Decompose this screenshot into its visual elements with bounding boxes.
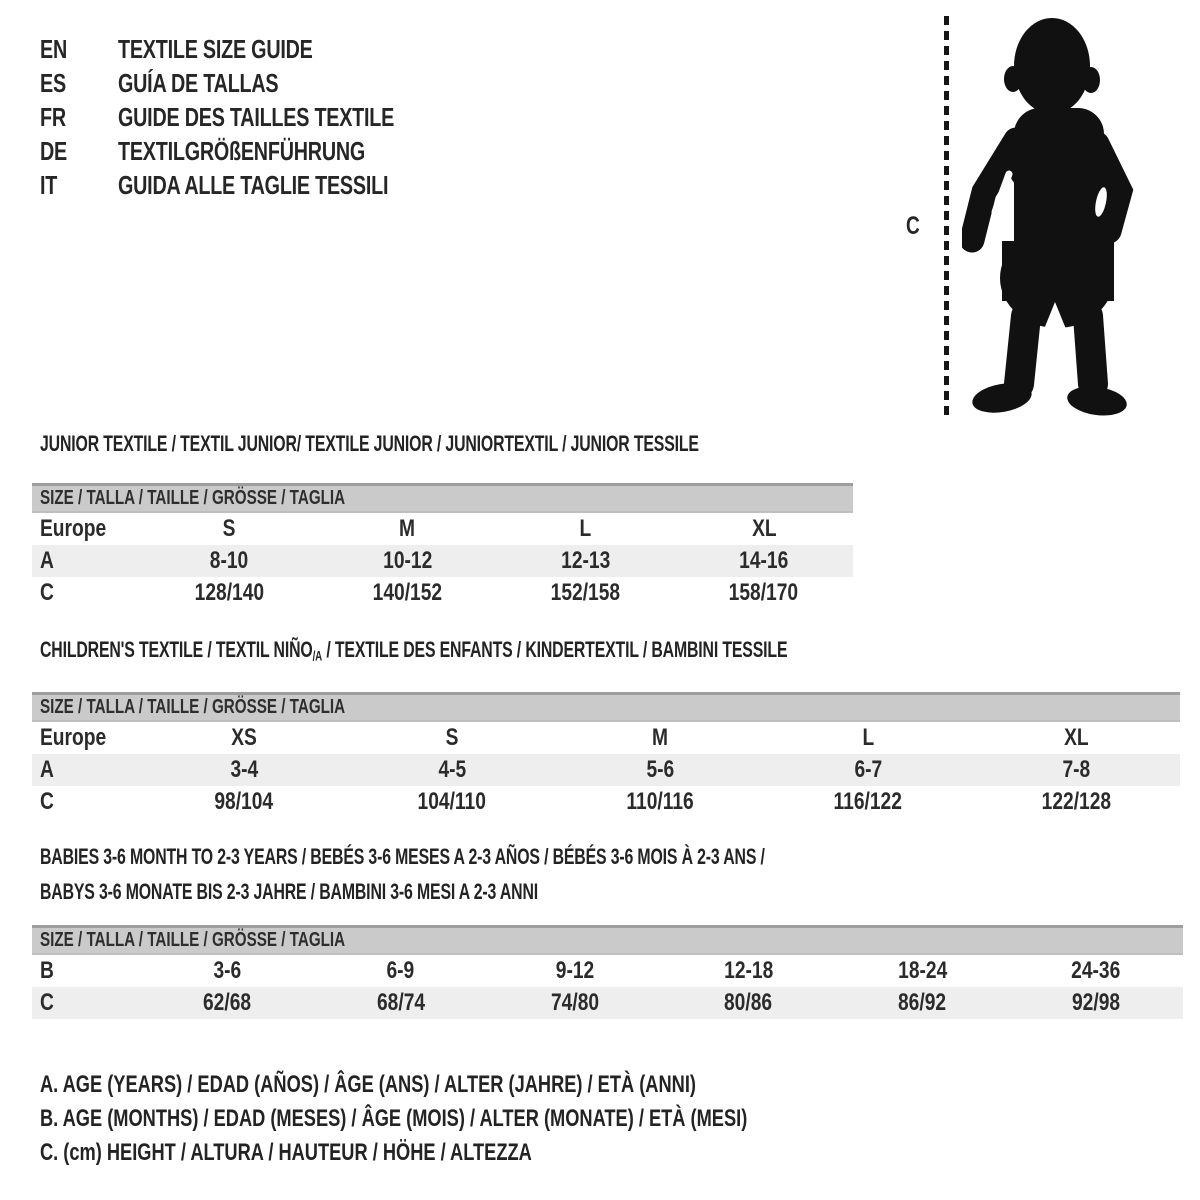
language-row-it	[40, 168, 481, 202]
size-cell: 110/116	[626, 788, 694, 815]
height-measure-dashed-line	[944, 16, 949, 416]
legend-line-b: B. AGE (MONTHS) / EDAD (MESES) / ÂGE (MOIS) / ALTER (MONATE) / ETÀ (MESI)	[40, 1105, 748, 1132]
size-cell: 5-6	[646, 756, 674, 783]
language-label: GUIDA ALLE TAGLIE TESSILI	[118, 169, 389, 200]
size-cell: 104/110	[417, 788, 487, 815]
size-cell: S	[222, 515, 236, 542]
size-cell: 3-6	[213, 957, 241, 984]
size-cell: L	[862, 724, 874, 751]
size-cell: 8-10	[209, 547, 249, 574]
row-label: Europe	[40, 515, 107, 542]
language-code: FR	[40, 101, 66, 132]
table-row-europe	[32, 513, 853, 545]
size-cell: 92/98	[1072, 989, 1121, 1016]
size-cell: 10-12	[382, 547, 432, 574]
size-header-band: SIZE / TALLA / TAILLE / GRÖSSE / TAGLIA	[32, 692, 1180, 722]
row-label: C	[40, 579, 54, 606]
size-cell: XL	[1063, 724, 1089, 751]
size-cell: 4-5	[438, 756, 466, 783]
language-row-de	[40, 134, 481, 168]
size-cell: 3-4	[230, 756, 258, 783]
language-label: GUÍA DE TALLAS	[118, 67, 279, 98]
size-cell: XL	[751, 515, 777, 542]
junior-section-title: JUNIOR TEXTILE / TEXTIL JUNIOR/ TEXTILE JUNIOR / JUNIORTEXTIL / JUNIOR TESSILE	[40, 431, 699, 456]
size-cell: 140/152	[372, 579, 443, 606]
language-header	[40, 32, 481, 202]
size-cell: 98/104	[214, 788, 274, 815]
size-cell: 6-9	[386, 957, 415, 984]
size-cell: 158/170	[729, 579, 799, 606]
size-cell: 68/74	[376, 989, 425, 1016]
language-code: EN	[40, 33, 68, 64]
language-code: ES	[40, 67, 66, 98]
table-row-height	[32, 577, 853, 609]
size-cell: 18-24	[897, 957, 947, 984]
size-cell: 7-8	[1062, 756, 1090, 783]
size-cell: 6-7	[854, 756, 882, 783]
language-code: DE	[40, 135, 68, 166]
junior-size-table	[32, 483, 853, 609]
size-cell: 86/92	[898, 989, 947, 1016]
size-cell: 12-18	[723, 957, 773, 984]
size-cell: 122/128	[1041, 788, 1111, 815]
toddler-silhouette-image	[962, 16, 1137, 416]
legend-line-c: C. (cm) HEIGHT / ALTURA / HAUTEUR / HÖHE / ALTEZZA	[40, 1139, 532, 1166]
size-cell: L	[579, 515, 592, 542]
height-measure-label: C	[906, 212, 920, 240]
babies-section-title	[40, 845, 1047, 915]
babies-title-line2: BABYS 3-6 MONATE BIS 2-3 JAHRE / BAMBINI 3-6 MESI A 2-3 ANNI	[40, 879, 539, 904]
size-cell: S	[445, 724, 459, 751]
language-label: TEXTILE SIZE GUIDE	[118, 33, 313, 64]
size-cell: 152/158	[550, 579, 621, 606]
table-row-europe	[32, 722, 1180, 754]
size-cell: 116/122	[833, 788, 903, 815]
table-row-height	[32, 987, 1183, 1019]
table-row-age-years	[32, 754, 1180, 786]
size-header-band: SIZE / TALLA / TAILLE / GRÖSSE / TAGLIA	[32, 483, 853, 513]
row-label: A	[40, 547, 54, 574]
language-row-en	[40, 32, 481, 66]
size-cell: M	[652, 724, 668, 751]
size-cell: 14-16	[739, 547, 789, 574]
size-cell: 128/140	[194, 579, 264, 606]
babies-title-line1: BABIES 3-6 MONTH TO 2-3 YEARS / BEBÉS 3-6 MESES A 2-3 AÑOS / BÉBÉS 3-6 MOIS À 2-3 ANS /	[40, 844, 765, 869]
size-cell: 9-12	[555, 957, 594, 984]
size-cell: 24-36	[1071, 957, 1121, 984]
size-cell: 62/68	[202, 989, 251, 1016]
legend-line-a: A. AGE (YEARS) / EDAD (AÑOS) / ÂGE (ANS) / ALTER (JAHRE) / ETÀ (ANNI)	[40, 1071, 696, 1098]
language-label: GUIDE DES TAILLES TEXTILE	[118, 101, 395, 132]
babies-size-table	[32, 925, 1183, 1019]
language-code: IT	[40, 169, 58, 200]
size-cell: 80/86	[724, 989, 773, 1016]
row-label: C	[40, 788, 54, 815]
size-cell: 74/80	[550, 989, 599, 1016]
children-section-title: CHILDREN'S TEXTILE / TEXTIL $NIÑO_{/A}$ / TEXTILE DES ENFANTS / KINDERTEXTIL / BAMBINI TESSILE	[40, 637, 788, 664]
size-cell: XS	[231, 724, 257, 751]
table-row-height	[32, 786, 1180, 818]
table-row-age-years	[32, 545, 853, 577]
measure-legend	[40, 1071, 971, 1173]
row-label: B	[40, 957, 54, 984]
language-row-es	[40, 66, 481, 100]
size-header-band: SIZE / TALLA / TAILLE / GRÖSSE / TAGLIA	[32, 925, 1183, 955]
children-size-table	[32, 692, 1180, 818]
nino-a-subscript: /A	[312, 648, 323, 664]
language-label: TEXTILGRÖßENFÜHRUNG	[118, 135, 366, 166]
size-cell: 12-13	[561, 547, 611, 574]
row-label: Europe	[40, 724, 107, 751]
row-label: A	[40, 756, 54, 783]
row-label: C	[40, 989, 54, 1016]
language-row-fr	[40, 100, 481, 134]
table-row-age-months	[32, 955, 1183, 987]
size-cell: M	[399, 515, 416, 542]
